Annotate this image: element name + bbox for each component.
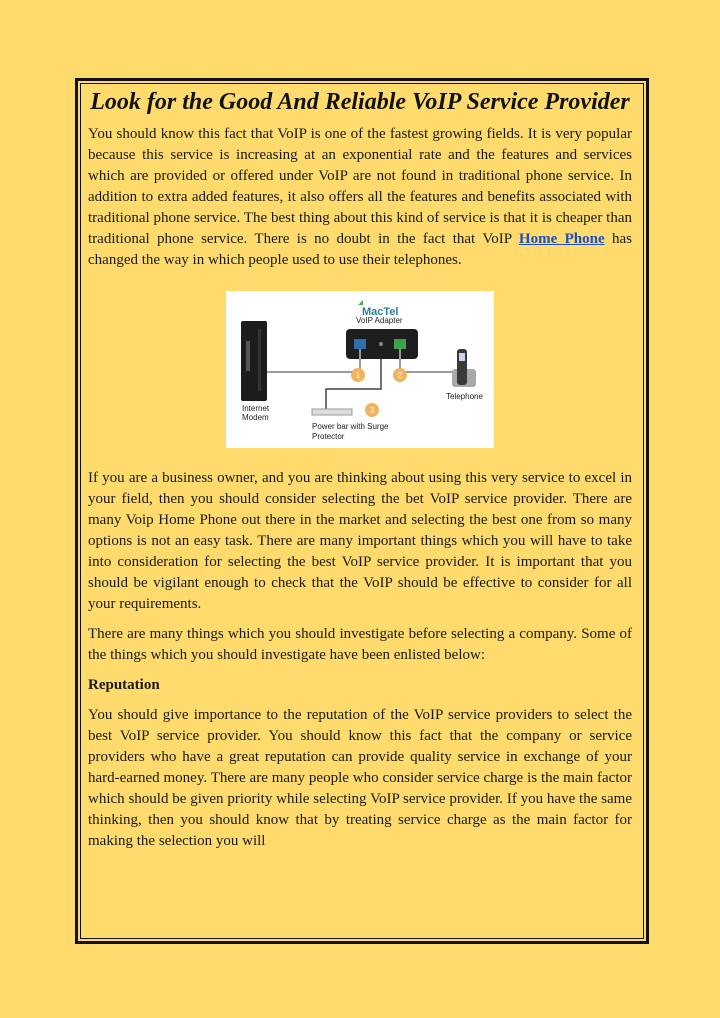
telephone-icon <box>452 349 476 387</box>
step-3-number: 3 <box>369 406 375 415</box>
internet-modem-icon <box>241 321 267 401</box>
intro-text-before-link: You should know this fact that VoIP is one of the fastest growing fields. It is very popular because this service is increasing at an exponential rate and the features and services which are provided or offered under VoIP are not found in traditional phone service. In addition to extra added features, it also offers all the features and benefits associated with traditional phone service. The best thing about this kind of service is that it is cheaper than traditional phone service. There is no doubt in the fact that VoIP <box>88 126 632 247</box>
step-2-badge <box>393 368 407 382</box>
modem-label-line1: Internet <box>242 404 270 413</box>
modem-label-line2: Modem <box>242 413 269 422</box>
voip-setup-diagram <box>226 291 494 448</box>
intro-text-after-link: has changed the way in which people used to use their telephones. <box>88 231 633 268</box>
intro-paragraph <box>88 124 632 271</box>
step-2-number: 2 <box>397 371 403 380</box>
home-phone-link[interactable]: Home Phone <box>518 231 605 247</box>
document-content <box>88 86 632 861</box>
body-paragraph-2: There are many things which you should investigate before selecting a company. Some of the things which you should investigate have been enlisted below: <box>88 626 632 663</box>
power-cable <box>326 359 381 409</box>
step-3-badge <box>365 403 379 417</box>
power-label-line1: Power bar with Surge <box>312 422 389 431</box>
section-heading-reputation: Reputation <box>88 677 160 693</box>
power-label-line2: Protector <box>312 432 345 441</box>
adapter-label: VoIP Adapter <box>356 316 403 325</box>
telephone-label: Telephone <box>446 392 483 401</box>
step-1-number: 1 <box>355 371 361 380</box>
voip-adapter-icon <box>346 329 418 359</box>
page-title: Look for the Good And Reliable VoIP Service Provider <box>90 89 630 115</box>
power-bar-icon <box>312 409 352 415</box>
step-1-badge <box>351 368 365 382</box>
reputation-paragraph: You should give importance to the reputation of the VoIP service providers to select the best VoIP service provider. You should know this fact that the company or service providers who have a great reputation can provide quality service in exchange of your hard-earned money. There are many people who consider service charge is the main factor which should be given priority while selecting VoIP service provider. If you have the same thinking, then you should know that by treating service charge as the main factor for making the selection you will <box>88 707 632 849</box>
body-paragraph-1: If you are a business owner, and you are thinking about using this very service to excel in your field, then you should consider selecting the bet VoIP service provider. There are many Voip Home Phone out there in the market and selecting the best one from so many options is not an easy task. There are many important things which you will have to take into consideration for selecting the best VoIP service provider. It is important that you should be vigilant enough to check that the VoIP should be effective to consider for all your requirements. <box>88 470 632 612</box>
voip-diagram-svg <box>226 291 494 448</box>
brand-text: MacTel <box>362 306 399 318</box>
